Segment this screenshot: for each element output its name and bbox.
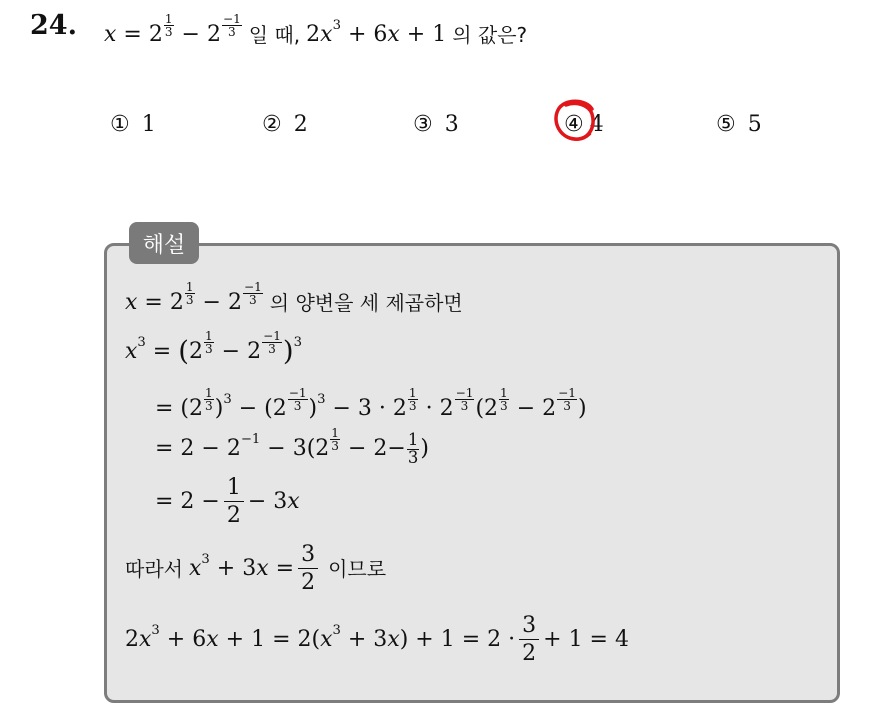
solution-line-5: = 2 − $\frac{1}{2}$ − 3 x [155, 475, 300, 529]
question-number: 24. [30, 10, 77, 41]
circle-stroke [556, 101, 593, 139]
solution-line-6: 따라서 x 3 + 3 x = $\frac{3}{2}$ 이므로 [125, 542, 387, 596]
answer-circle-annotation [552, 97, 598, 143]
solution-line-7: 2 x 3 + 6 x + 1 = 2( x 3 + 3 x ) + 1 = 2 · $\frac{3}{2}$ + 1 = 4 [125, 613, 629, 667]
choice-1[interactable]: ① 1 [110, 112, 156, 137]
solution-line-2: x 3 = ( 2 1 3 − 2 −1 3 ) 3 [125, 329, 303, 367]
solution-badge: 해설 [129, 222, 199, 264]
solution-line-3: = (2 1 3 ) 3 − (2 −1 3 ) 3 − 3 · 2 1 3 · 2 −1 3 (2 1 3 − 2 −1 3 ) [155, 385, 587, 421]
choice-3[interactable]: ③ 3 [413, 112, 459, 137]
solution-line-1: x = 2 1 3 − 2 −1 3 의 양변을 세 제곱하면 [125, 279, 463, 315]
choice-5[interactable]: ⑤ 5 [716, 112, 762, 137]
choice-2[interactable]: ② 2 [262, 112, 308, 137]
question-text: x = 2 1 3 − 2 −1 3 일 때, 2 x 3 + 6 x + 1 의 값은? [104, 11, 528, 47]
solution-line-4: = 2 − 2 −1 − 3(2 1 3 − 2− 1 3 ) [155, 426, 429, 467]
choice-4[interactable]: ④ 4 [564, 112, 604, 137]
